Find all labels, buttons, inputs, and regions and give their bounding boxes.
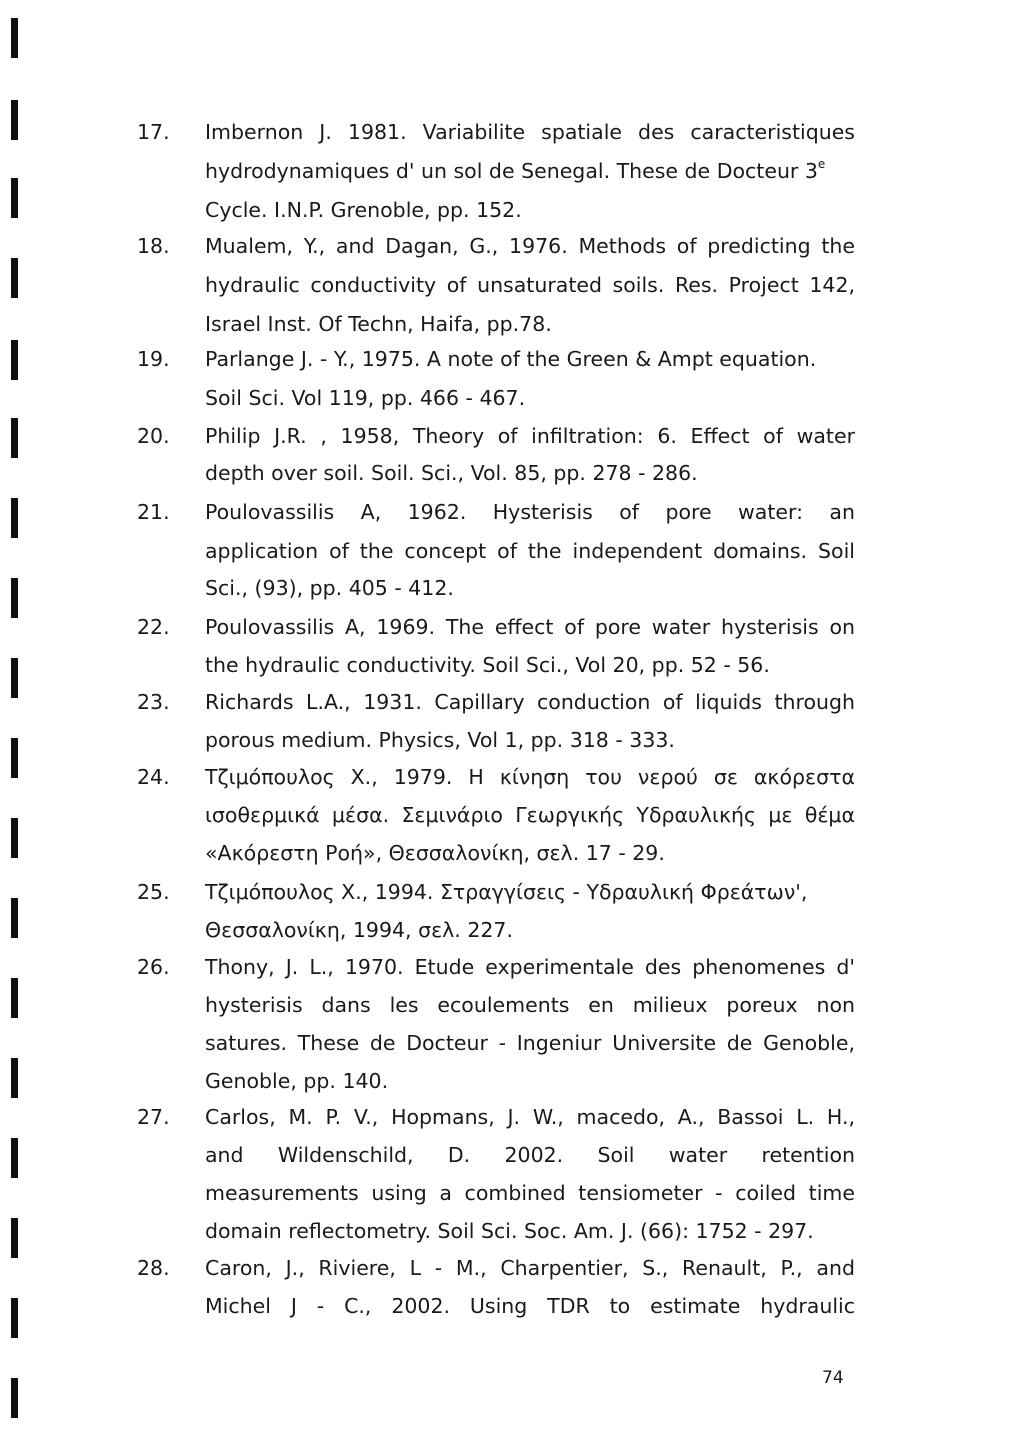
reference-line: Israel Inst. Of Techn, Haifa, pp.78. (205, 312, 552, 336)
reference-line: Thony, J. L., 1970. Etude experimentale des phenomenes d' (205, 955, 855, 979)
reference-line: Carlos, M. P. V., Hopmans, J. W., macedo, A., Bassoi L. H., (205, 1105, 855, 1129)
reference-line: Τζιμόπουλος Χ., 1979. Η κίνηση του νερού σε ακόρεστα (205, 765, 855, 789)
reference-line: Caron, J., Riviere, L - M., Charpentier, S., Renault, P., and (205, 1256, 855, 1280)
reference-number: 22. (137, 615, 170, 639)
binding-holes-strip (0, 0, 22, 1454)
reference-line: ισοθερμικά μέσα. Σεμινάριο Γεωργικής Υδραυλικής με θέμα (205, 803, 855, 827)
reference-number: 23. (137, 690, 170, 714)
binding-hole-mark (11, 658, 18, 698)
reference-line: depth over soil. Soil. Sci., Vol. 85, pp. 278 - 286. (205, 461, 698, 485)
superscript: e (817, 157, 826, 171)
reference-line: and Wildenschild, D. 2002. Soil water retention (205, 1143, 855, 1167)
binding-hole-mark (11, 1058, 18, 1098)
binding-hole-mark (11, 1138, 18, 1178)
binding-hole-mark (11, 1298, 18, 1338)
reference-number: 17. (137, 120, 170, 144)
reference-line: Parlange J. - Y., 1975. A note of the Green & Ampt equation. (205, 347, 817, 371)
binding-hole-mark (11, 258, 18, 298)
reference-number: 25. (137, 880, 170, 904)
reference-line: hydraulic conductivity of unsaturated soils. Res. Project 142, (205, 273, 855, 297)
reference-line: Θεσσαλονίκη, 1994, σελ. 227. (205, 918, 513, 942)
reference-line: Poulovassilis A, 1962. Hysterisis of pore water: an (205, 500, 855, 524)
reference-number: 19. (137, 347, 170, 371)
reference-line: satures. These de Docteur - Ingeniur Universite de Genoble, (205, 1031, 855, 1055)
binding-hole-mark (11, 1378, 18, 1418)
reference-line (205, 159, 855, 183)
reference-number: 21. (137, 500, 170, 524)
binding-hole-mark (11, 418, 18, 458)
binding-hole-mark (11, 578, 18, 618)
reference-number: 26. (137, 955, 170, 979)
reference-line: Philip J.R. , 1958, Theory of infiltration: 6. Effect of water (205, 424, 855, 448)
reference-line: measurements using a combined tensiometer - coiled time (205, 1181, 855, 1205)
binding-hole-mark (11, 898, 18, 938)
reference-line: porous medium. Physics, Vol 1, pp. 318 - 333. (205, 728, 675, 752)
reference-line: Cycle. I.N.P. Grenoble, pp. 152. (205, 198, 522, 222)
reference-line: domain reflectometry. Soil Sci. Soc. Am. J. (66): 1752 - 297. (205, 1219, 814, 1243)
reference-number: 18. (137, 234, 170, 258)
page-number: 74 (822, 1368, 844, 1388)
reference-line: Richards L.A., 1931. Capillary conduction of liquids through (205, 690, 855, 714)
reference-line: hysterisis dans les ecoulements en milieux poreux non (205, 993, 855, 1017)
binding-hole-mark (11, 340, 18, 380)
binding-hole-mark (11, 498, 18, 538)
binding-hole-mark (11, 178, 18, 218)
reference-line: Mualem, Y., and Dagan, G., 1976. Methods of predicting the (205, 234, 855, 258)
reference-number: 28. (137, 1256, 170, 1280)
binding-hole-mark (11, 18, 18, 58)
reference-line: Τζιμόπουλος Χ., 1994. Στραγγίσεις - Υδραυλική Φρεάτων', (205, 880, 808, 904)
reference-line: Michel J - C., 2002. Using TDR to estimate hydraulic (205, 1294, 855, 1318)
reference-line-text: hydrodynamiques d' un sol de Senegal. These de Docteur 3 (205, 159, 818, 183)
binding-hole-mark (11, 1218, 18, 1258)
reference-line: Sci., (93), pp. 405 - 412. (205, 576, 454, 600)
binding-hole-mark (11, 738, 18, 778)
reference-number: 27. (137, 1105, 170, 1129)
reference-line: application of the concept of the independent domains. Soil (205, 539, 855, 563)
reference-line: Genoble, pp. 140. (205, 1069, 389, 1093)
binding-hole-mark (11, 818, 18, 858)
binding-hole-mark (11, 100, 18, 140)
reference-number: 24. (137, 765, 170, 789)
reference-number: 20. (137, 424, 170, 448)
reference-line: Imbernon J. 1981. Variabilite spatiale des caracteristiques (205, 120, 855, 144)
reference-line: Soil Sci. Vol 119, pp. 466 - 467. (205, 386, 526, 410)
reference-line: the hydraulic conductivity. Soil Sci., Vol 20, pp. 52 - 56. (205, 653, 770, 677)
binding-hole-mark (11, 978, 18, 1018)
reference-line: «Ακόρεστη Ροή», Θεσσαλονίκη, σελ. 17 - 29. (205, 841, 665, 865)
reference-line: Poulovassilis A, 1969. The effect of pore water hysterisis on (205, 615, 855, 639)
